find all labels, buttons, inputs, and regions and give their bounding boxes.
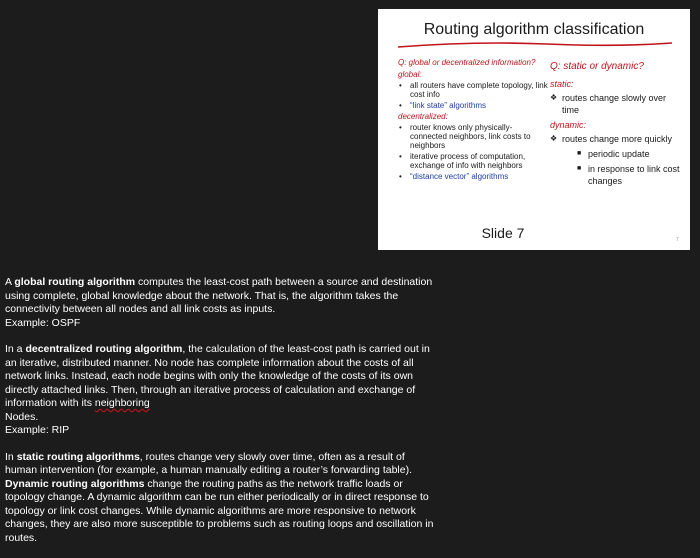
spellcheck-word[interactable]: neighboring: [94, 397, 150, 409]
dynamic-list: [550, 133, 682, 187]
slide-title: Routing algorithm classification: [423, 21, 645, 38]
static-label: static:: [550, 79, 574, 89]
question-global-decentralized: Q: global or decentralized information?: [398, 58, 536, 67]
static-list: [550, 92, 682, 116]
diamond-bullet-icon: ❖: [550, 134, 558, 143]
list-item: • “link state” algorithms: [399, 101, 487, 110]
global-vs-decentralized-column: [398, 59, 548, 183]
term-global-routing: global routing algorithm: [14, 276, 136, 288]
bullet-icon: •: [399, 172, 402, 181]
example-ospf: Example: OSPF: [5, 316, 81, 329]
decentralized-label: decentralized:: [398, 112, 448, 121]
static-vs-dynamic-column: [550, 61, 682, 190]
bullet-icon: •: [399, 152, 402, 161]
term-decentralized-routing: decentralized routing algorithm: [25, 343, 183, 355]
list-item: ❖ routes change slowly over time: [550, 93, 667, 115]
term-static-routing: static routing algorithms: [16, 450, 140, 463]
list-item: • “distance vector” algorithms: [399, 172, 509, 181]
decentralized-list: [398, 123, 548, 181]
paragraph-decentralized: In a decentralized routing algorithm, the calculation of the least-cost path is carried out in an iterative, distributed manner. No node has complete information about the costs of all network links. Instead, each node begins with only the knowledge of the costs of its own directly attached links. Then, through an iterative process of calculation and exchange of information with its neighboring Nodes. Example: RIP: [5, 343, 430, 436]
bullet-icon: •: [399, 81, 402, 90]
diamond-bullet-icon: ❖: [550, 93, 558, 102]
list-item: ❖ routes change more quickly ■ periodic update ■ in response to link cost changes: [550, 133, 682, 187]
list-item: • all routers have complete topology, link cost info: [399, 81, 548, 99]
list-item: • iterative process of computation, exchange of info with neighbors: [399, 152, 526, 170]
bullet-icon: •: [399, 123, 402, 132]
list-item: ■ in response to link cost changes: [577, 164, 680, 186]
list-item: • router knows only physically-connected neighbors, link costs to neighbors: [399, 123, 531, 150]
page-number-mark: 7: [676, 237, 679, 243]
global-label: global:: [398, 70, 422, 79]
dynamic-sublist: [576, 148, 682, 187]
paragraph-global: A global routing algorithm computes the least-cost path between a source and destination using complete, global knowledge about the network. That is, the algorithm takes the connectivity between all nodes and all link costs as inputs. Example: OSPF: [5, 276, 433, 329]
global-list: [398, 81, 548, 110]
slide-number: Slide 7: [481, 225, 525, 241]
square-bullet-icon: ■: [577, 150, 582, 157]
slide-panel: [378, 9, 690, 250]
bullet-icon: •: [399, 101, 402, 110]
term-dynamic-routing: Dynamic routing algorithms: [5, 477, 145, 490]
notes-text: [5, 276, 435, 558]
example-rip: Example: RIP: [5, 424, 70, 436]
list-item: ■ periodic update: [577, 149, 650, 159]
title-underline: [396, 39, 676, 51]
paragraph-static-dynamic: In static routing algorithms, routes change very slowly over time, often as a result of human intervention (for example, a human manually editing a router’s forwarding table). Dynamic routing algorithms change the routing paths as the network traffic loads or topology change. A dynamic algorithm can be run either periodically or in direct response to topology or link cost changes. While dynamic algorithms are more responsive to network changes, they are also more susceptible to problems such as routing loops and oscillation in routes.: [5, 450, 434, 544]
question-static-dynamic: Q: static or dynamic?: [550, 61, 644, 72]
dynamic-label: dynamic:: [550, 120, 587, 130]
square-bullet-icon: ■: [577, 165, 582, 172]
